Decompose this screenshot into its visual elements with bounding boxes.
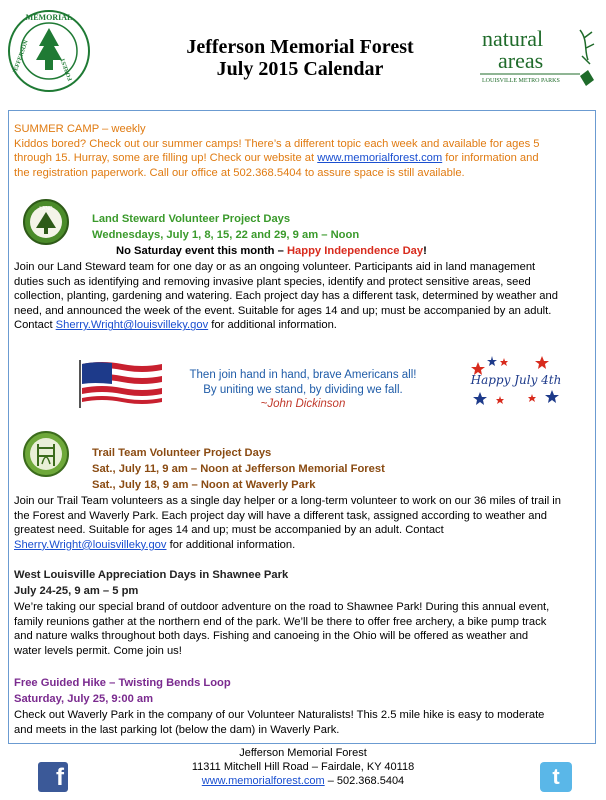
quote-author: ~John Dickinson bbox=[260, 398, 346, 411]
quote-block: Then join hand in hand, brave Americans all! By uniting we stand, by dividing we fall. ~John Dickinson bbox=[160, 368, 446, 412]
summer-camp-section: SUMMER CAMP – weekly Kiddos bored? Check out our summer camps! There’s a different topic each week and available for ages 5 through 15. Hurray, some are filling up! Check our website at www.memorialforest.com for information and the registration paperwork. Call our office at 502.368.5404 to assure space is still available. bbox=[14, 123, 540, 179]
logo-word-natural: natural bbox=[482, 26, 544, 51]
footer-org-name: Jefferson Memorial Forest bbox=[239, 747, 367, 759]
email-link-2[interactable]: Sherry.Wright@louisvilleky.gov bbox=[14, 538, 167, 551]
page-footer bbox=[0, 746, 606, 800]
logo-text-top: MEMORIAL bbox=[25, 13, 73, 22]
title-line-1: Jefferson Memorial Forest bbox=[186, 36, 414, 58]
svg-text:LAND: LAND bbox=[39, 206, 53, 212]
facebook-icon[interactable]: f bbox=[38, 762, 68, 792]
footer-phone: – 502.368.5404 bbox=[324, 775, 405, 787]
page-title bbox=[120, 36, 480, 80]
west-louisville-title: West Louisville Appreciation Days in Shawnee Park bbox=[14, 569, 289, 581]
logo-text-right: FOREST bbox=[60, 56, 74, 82]
trail-team-date-2: Sat., July 18, 9 am – Noon at Waverly Park bbox=[92, 479, 316, 491]
happy-july-4th-graphic bbox=[470, 352, 562, 408]
page-header bbox=[0, 0, 606, 108]
american-flag-icon bbox=[76, 358, 164, 408]
land-steward-title: Land Steward Volunteer Project Days bbox=[92, 213, 291, 225]
trail-team-badge-icon bbox=[22, 430, 70, 478]
logo-word-areas: areas bbox=[498, 48, 544, 73]
land-steward-badge-icon bbox=[22, 198, 70, 246]
plant-icon bbox=[580, 30, 594, 64]
footer-website-link[interactable]: www.memorialforest.com bbox=[201, 775, 325, 787]
guided-hike-body: Check out Waverly Park in the company of our Volunteer Naturalists! This 2.5 mile hike is easy to moderate and meets in the last parking lot (below the dam) in Waverly Park. bbox=[14, 709, 545, 736]
summer-camp-heading: SUMMER CAMP bbox=[14, 123, 99, 135]
logo-text-left: JEFFERSON bbox=[12, 39, 30, 75]
trail-team-title: Trail Team Volunteer Project Days bbox=[92, 447, 272, 459]
website-link[interactable]: www.memorialforest.com bbox=[317, 152, 443, 165]
west-louisville-body: We’re taking our special brand of outdoor adventure on the road to Shawnee Park! During this annual event, family reunions gather at the northern end of the park. We’ll be there to offer free archery, a bike pump track and nature walks throughout both days. Fishing and canoeing in the Ohio will be offered as weather and water levels permit. Come join us! bbox=[14, 601, 550, 657]
land-steward-dates: Wednesdays, July 1, 8, 15, 22 and 29, 9 am – Noon bbox=[92, 229, 360, 241]
no-saturday-note: No Saturday event this month – Happy Independence Day! bbox=[116, 245, 427, 257]
leaf-icon bbox=[580, 70, 594, 86]
independence-day-text: Happy Independence Day bbox=[286, 245, 424, 257]
footer-address-block bbox=[150, 746, 456, 788]
footer-address: 11311 Mitchell Hill Road – Fairdale, KY 40118 bbox=[191, 761, 415, 773]
trail-team-date-1: Sat., July 11, 9 am – Noon at Jefferson Memorial Forest bbox=[92, 463, 385, 475]
email-link[interactable]: Sherry.Wright@louisvilleky.gov bbox=[55, 319, 209, 332]
logo-subtext: LOUISVILLE METRO PARKS bbox=[482, 78, 560, 84]
land-steward-body: Join our Land Steward team for one day or as an ongoing volunteer. Participants aid in land management duties such as identifying and removing invasive plant species, identify and protect sensitive areas, seed collection, planting, gardening and watering. Each project day has a different task, determined by weather and need, and announced the week of the event. Suitable for ages 14 and up; must be accompanied by an adult. Contact Sherry.Wright@louisvilleky.gov for additional information. bbox=[14, 261, 558, 332]
west-louisville-dates: July 24-25, 9 am – 5 pm bbox=[14, 585, 139, 597]
jefferson-memorial-forest-logo bbox=[6, 8, 92, 94]
trail-team-body: Join our Trail Team volunteers as a single day helper or a long-term volunteer to work on our 36 miles of trail in the Forest and Waverly Park. Each project day will have a different task, assigned according to weather and greatest need. Suitable for ages 14 and up; must be accompanied by an adult. Contact Sherry.Wright@louisvilleky.gov for additional information. bbox=[14, 495, 562, 551]
guided-hike-date: Saturday, July 25, 9:00 am bbox=[14, 693, 154, 705]
happy-july-4th-text: Happy July 4th bbox=[470, 373, 562, 387]
natural-areas-logo bbox=[476, 20, 600, 100]
twitter-icon[interactable]: t bbox=[540, 762, 572, 792]
title-line-2: July 2015 Calendar bbox=[216, 58, 384, 80]
guided-hike-title: Free Guided Hike – Twisting Bends Loop bbox=[14, 677, 231, 689]
